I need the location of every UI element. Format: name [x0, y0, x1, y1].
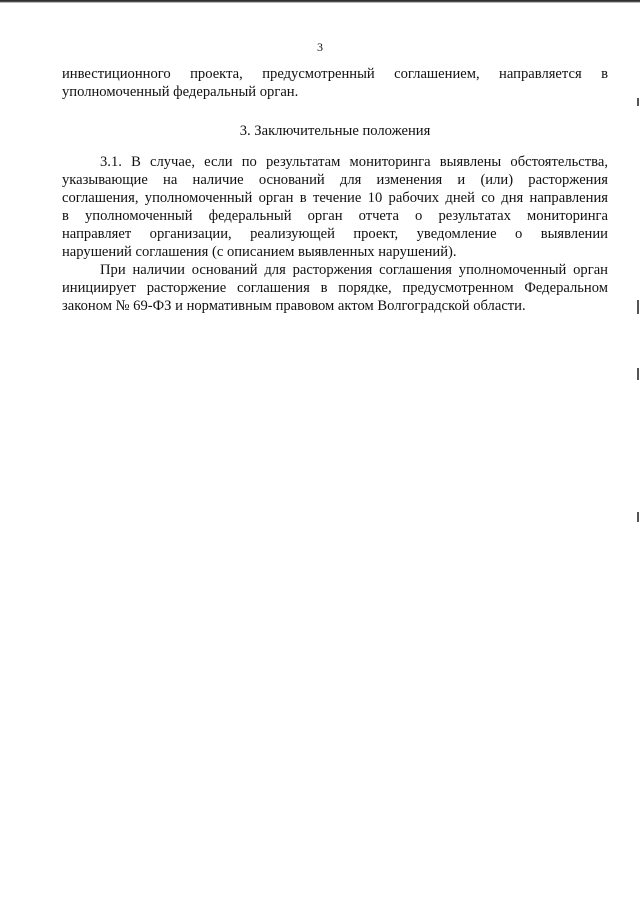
text-line: уполномоченный федеральный орган.: [62, 84, 299, 100]
page-content: [62, 65, 608, 315]
scan-edge-mark: [637, 512, 639, 522]
text-line: инвестиционного проекта, предусмотренный соглашением, направляется в: [62, 66, 608, 82]
text-line: нарушений соглашения (с описанием выявленных нарушений).: [62, 244, 457, 260]
text-line: инициирует расторжение соглашения в порядке, предусмотренном Федеральном: [62, 280, 608, 296]
paragraph-termination: [62, 261, 608, 315]
text-line: 3.1. В случае, если по результатам мониторинга выявлены обстоятельства,: [100, 154, 608, 170]
section-heading: 3. Заключительные положения: [239, 123, 431, 139]
text-line: законом № 69-ФЗ и нормативным правовом актом Волгоградской области.: [62, 298, 526, 314]
text-line: указывающие на наличие оснований для изменения и (или) расторжения: [62, 172, 608, 188]
text-line: направляет организации, реализующей проект, уведомление о выявлении: [62, 226, 608, 242]
text-line: в уполномоченный федеральный орган отчета о результатах мониторинга: [62, 208, 608, 224]
page-number: 3: [317, 40, 323, 54]
scan-edge-mark: [637, 368, 639, 380]
text-line: При наличии оснований для расторжения соглашения уполномоченный орган: [100, 262, 608, 278]
scan-top-edge: [0, 0, 640, 3]
text-line: соглашения, уполномоченный орган в течение 10 рабочих дней со дня направления: [62, 190, 608, 206]
scan-edge-mark: [637, 98, 639, 106]
scan-edge-mark: [637, 300, 639, 314]
continuation-paragraph: [62, 65, 608, 101]
paragraph-3-1: [62, 153, 608, 261]
